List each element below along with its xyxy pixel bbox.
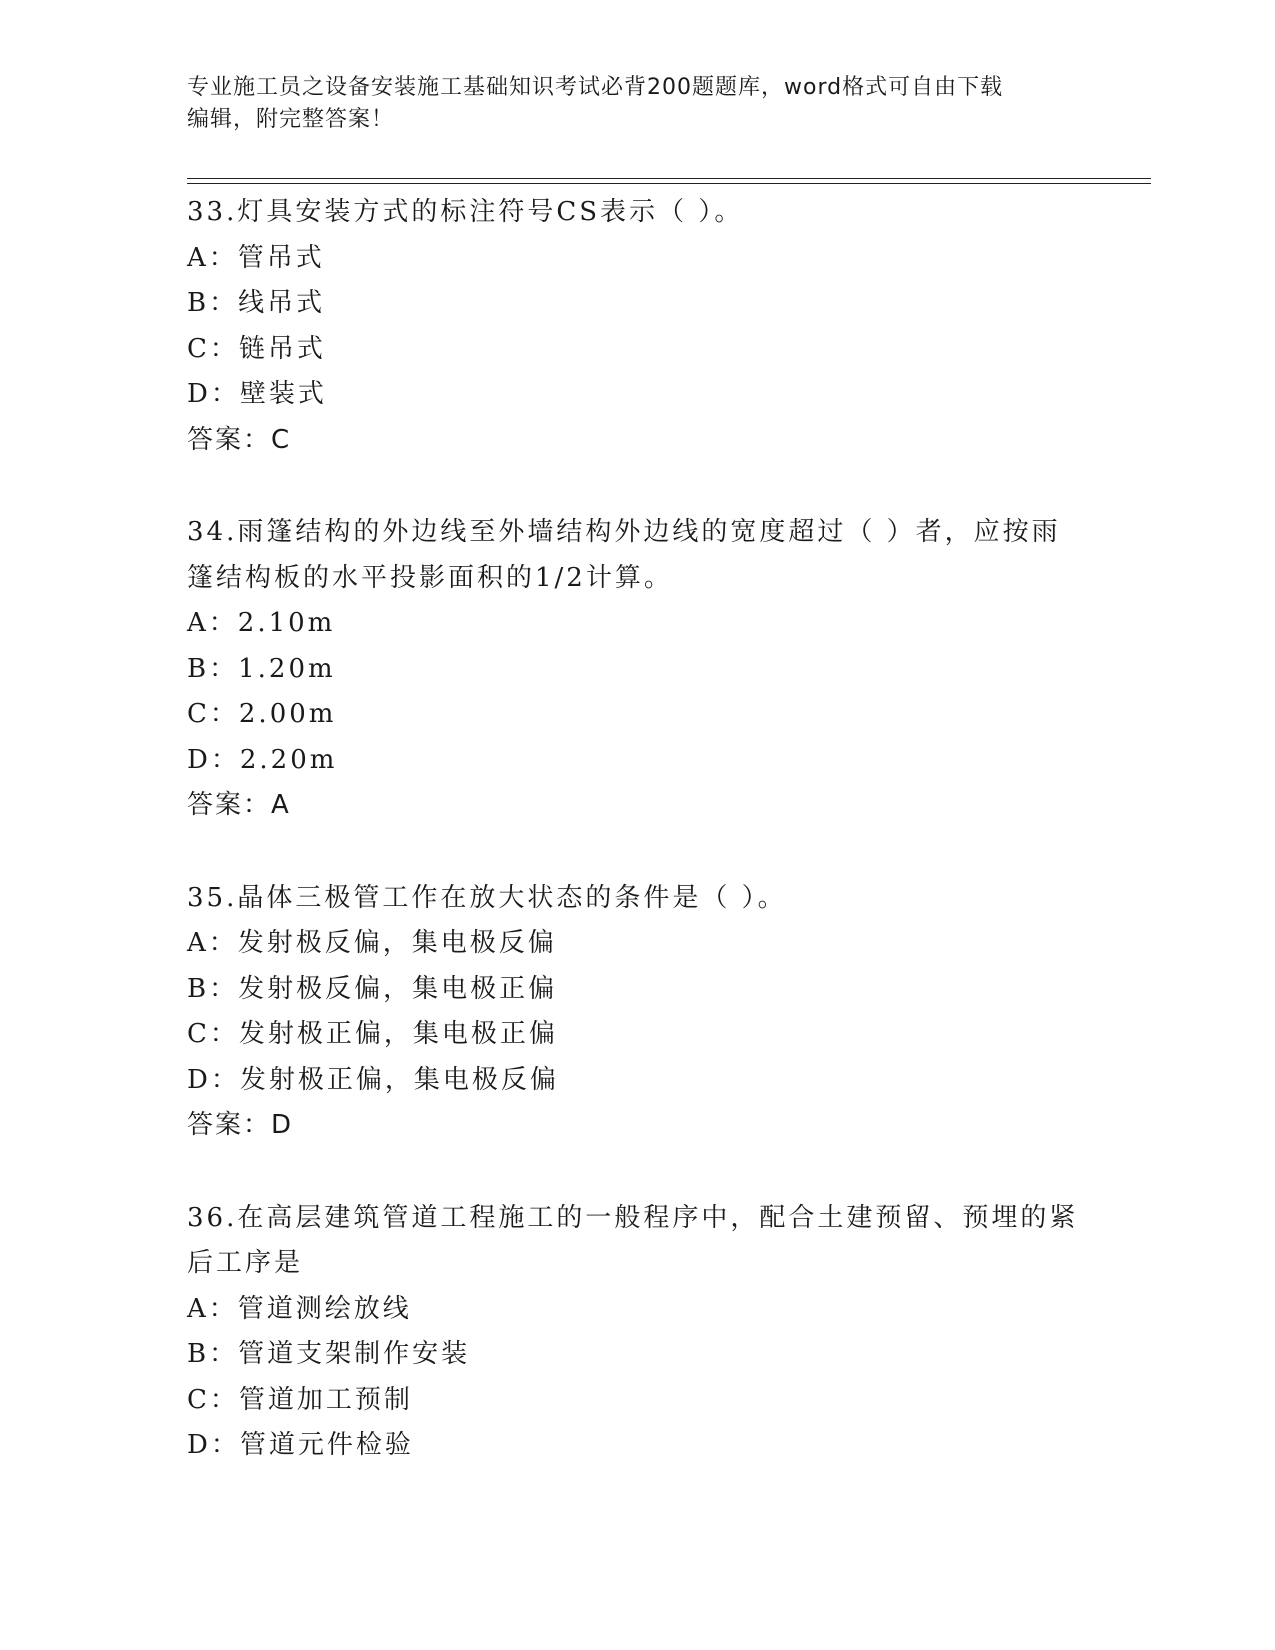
option-a: A：发射极反偏，集电极反偏 <box>187 928 557 958</box>
answer: 答案：D <box>187 1110 294 1140</box>
option-a: A：管道测绘放线 <box>187 1293 412 1324</box>
header-divider-top <box>187 178 1151 179</box>
answer: 答案：A <box>187 790 291 820</box>
option-b: B：线吊式 <box>187 288 326 318</box>
document-header <box>187 72 1067 136</box>
option-d: D：2.20m <box>187 744 338 775</box>
option-d: D：发射极正偏，集电极反偏 <box>187 1064 559 1095</box>
option-b: B：发射极反偏，集电极正偏 <box>187 973 558 1004</box>
question-34 <box>187 510 1087 829</box>
option-d: D：管道元件检验 <box>187 1430 414 1460</box>
option-c: C：链吊式 <box>187 333 326 364</box>
option-c: C：2.00m <box>187 699 337 729</box>
question-stem-line-2: 后工序是 <box>187 1248 304 1278</box>
option-a: A：2.10m <box>187 608 336 638</box>
question-stem-line-1: 36.在高层建筑管道工程施工的一般程序中，配合土建预留、预埋的紧 <box>187 1202 1079 1233</box>
question-36 <box>187 1196 1087 1469</box>
option-a: A：管吊式 <box>187 242 325 273</box>
option-d: D：壁装式 <box>187 379 327 409</box>
question-stem-line-2: 篷结构板的水平投影面积的1/2计算。 <box>187 562 673 593</box>
option-c: C：管道加工预制 <box>187 1384 413 1415</box>
question-stem-line-1: 34.雨篷结构的外边线至外墙结构外边线的宽度超过（ ）者，应按雨 <box>187 517 1061 547</box>
answer: 答案：C <box>187 424 292 455</box>
option-c: C：发射极正偏，集电极正偏 <box>187 1019 558 1049</box>
header-line-2: 编辑，附完整答案！ <box>187 107 395 132</box>
question-stem: 33.灯具安装方式的标注符号CS表示（ ）。 <box>187 197 744 227</box>
header-line-1: 专业施工员之设备安装施工基础知识考试必背200题题库，word格式可自由下载 <box>187 75 1004 100</box>
question-35 <box>187 876 1087 1149</box>
question-stem: 35.晶体三极管工作在放大状态的条件是（ ）。 <box>187 882 787 913</box>
option-b: B：1.20m <box>187 653 336 684</box>
header-divider-bottom <box>187 183 1151 184</box>
option-b: B：管道支架制作安装 <box>187 1339 471 1369</box>
question-list <box>187 190 1087 1516</box>
question-33 <box>187 190 1087 463</box>
